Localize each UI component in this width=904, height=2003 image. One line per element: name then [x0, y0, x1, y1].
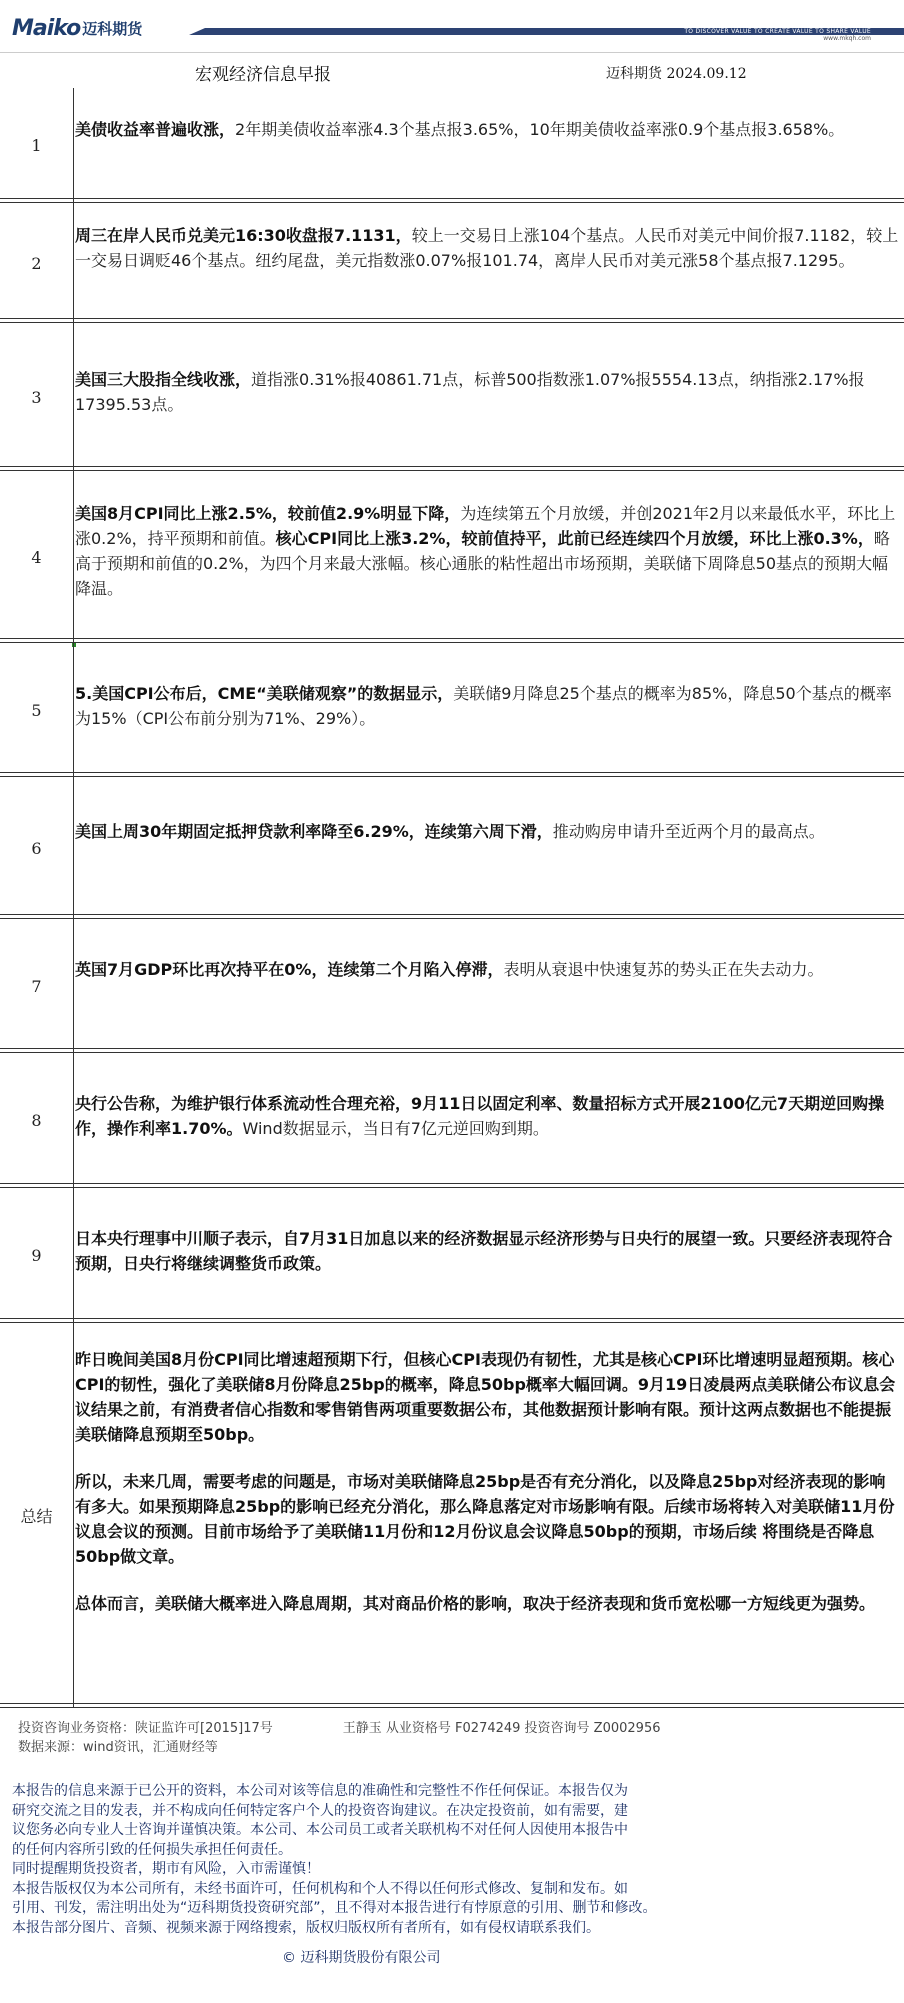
row-headline: 周三在岸人民币兑美元16:30收盘报7.1131， — [75, 226, 412, 245]
row-body: 表明从衰退中快速复苏的势头正在失去动力。 — [503, 960, 824, 979]
license-text: 投资咨询业务资格：陕证监许可[2015]17号 — [18, 1721, 273, 1736]
row-number: 5 — [0, 643, 74, 777]
website: www.mkqh.com — [823, 35, 871, 42]
row-number: 8 — [0, 1053, 74, 1188]
row-headline: 美债收益率普遍收涨， — [75, 120, 236, 139]
row-number: 9 — [0, 1188, 74, 1323]
logo-cn-text: 迈科期货 — [82, 19, 143, 38]
disclaimer-line: 的任何内容所引致的任何损失承担任何责任。 — [12, 1841, 292, 1858]
row-text — [75, 367, 900, 417]
row-headline: 5.美国CPI公布后，CME“美联储观察”的数据显示， — [75, 684, 454, 703]
news-row — [0, 88, 904, 203]
report-title: 宏观经济信息早报 — [195, 65, 331, 85]
row-headline-2: 核心CPI同比上涨3.2%，较前值持平，此前已经连续四个月放缓，环比上涨0.3%， — [275, 529, 874, 548]
news-row — [0, 1188, 904, 1323]
disclaimer-line: 本报告版权仅为本公司所有，未经书面许可，任何机构和个人不得以任何形式修改、复制和发布。如 — [12, 1880, 628, 1897]
row-body: 为连续第五个月放缓，并创2021年2月以来最低水平，环比上涨0.2%，持平预期和前值。 — [75, 504, 896, 548]
disclaimer-line: 研究交流之目的发表，并不构成向任何特定客户个人的投资咨询建议。在决定投资前，如有需要，建 — [12, 1802, 628, 1819]
row-text — [75, 819, 900, 844]
data-source: 数据来源：wind资讯，汇通财经等 — [18, 1740, 218, 1755]
news-row — [0, 777, 904, 919]
summary-paragraph: 总体而言，美联储大概率进入降息周期，其对商品价格的影响，取决于经济表现和货币宽松哪一方短线更为强势。 — [75, 1594, 876, 1613]
row-headline: 美国三大股指全线收涨， — [75, 370, 252, 389]
news-row — [0, 471, 904, 643]
summary-paragraph: 所以，未来几周，需要考虑的问题是，市场对美联储降息25bp是否有充分消化，以及降息25bp对经济表现的影响有多大。如果预期降息25bp的影响已经充分消化，那么降息落定对市场影响有限。后续市场将转入对美联储11月份议息会议的预测。目前市场给予了美联储11月份和12月份议息会议降息50bp的预期，市场后续 将围绕是否降息50bp做文章。 — [75, 1472, 895, 1566]
disclaimer — [12, 1782, 742, 1938]
row-text — [75, 681, 900, 731]
analyst-text: 王静玉 从业资格号 F0274249 投资咨询号 Z0002956 — [342, 1721, 661, 1736]
row-body: 道指涨0.31%报40861.71点，标普500指数涨1.07%报5554.13点，纳指涨2.17%报17395.53点。 — [75, 370, 865, 414]
report-header — [0, 0, 904, 50]
row-text — [75, 957, 900, 982]
news-row — [0, 1053, 904, 1188]
row-number: 1 — [0, 88, 74, 203]
row-divider — [0, 1703, 904, 1708]
row-text — [75, 1091, 900, 1141]
slogan: TO DISCOVER VALUE TO CREATE VALUE TO SHARE VALUE — [684, 28, 871, 35]
license-row — [18, 1717, 731, 1736]
summary-paragraph: 昨日晚间美国8月份CPI同比增速超预期下行，但核心CPI表现仍有韧性，尤其是核心CPI环比增速明显超预期。核心CPI的韧性，强化了美联储8月份降息25bp的概率，降息50bp概率大幅回调。9月19日凌晨两点美联储公布议息会议结果之前，有消费者信心指数和零售销售两项重要数据公布，其他数据预计影响有限。预计这两点数据也不能提振美联储降息预期至50bp。 — [75, 1350, 896, 1444]
disclaimer-line: 引用、刊发，需注明出处为“迈科期货投资研究部”，且不得对本报告进行有悖原意的引用、删节和修改。 — [12, 1900, 657, 1916]
summary-section — [0, 1323, 904, 1708]
summary-text — [75, 1347, 900, 1638]
summary-label: 总结 — [0, 1323, 74, 1708]
disclaimer-line: 本报告的信息来源于已公开的资料，本公司对该等信息的准确性和完整性不作任何保证。本报告仅为 — [12, 1783, 628, 1799]
row-text — [75, 1226, 900, 1276]
row-body-2: 略高于预期和前值的0.2%，为四个月来最大涨幅。核心通胀的粘性超出市场预期，美联储下周降息50基点的预期大幅降温。 — [75, 529, 890, 598]
news-row — [0, 323, 904, 471]
report-footer — [0, 1710, 904, 2003]
news-row — [0, 919, 904, 1053]
logo-en-text: Maiko — [12, 15, 81, 41]
row-body: 推动购房申请升至近两个月的最高点。 — [552, 822, 825, 841]
disclaimer-line: 本报告部分图片、音频、视频来源于网络搜索，版权归版权所有者所有，如有侵权请联系我们。 — [12, 1919, 600, 1936]
company-logo — [12, 15, 143, 41]
title-row — [0, 52, 904, 89]
disclaimer-line: 议您务必向专业人士咨询并谨慎决策。本公司、本公司员工或者关联机构不对任何人因使用本报告中 — [12, 1822, 628, 1838]
report-source-date: 迈科期货 2024.09.12 — [606, 66, 747, 82]
row-headline: 美国上周30年期固定抵押贷款利率降至6.29%，连续第六周下滑， — [75, 822, 553, 841]
row-text — [75, 223, 900, 273]
row-headline: 美国8月CPI同比上涨2.5%，较前值2.9%明显下降， — [75, 504, 461, 523]
row-number: 2 — [0, 203, 74, 323]
row-text — [75, 117, 900, 142]
row-text — [75, 501, 900, 601]
row-headline: 日本央行理事中川顺子表示，自7月31日加息以来的经济数据显示经济形势与日央行的展望一致。只要经济表现符合预期，日央行将继续调整货币政策。 — [75, 1229, 893, 1273]
row-headline: 央行公告称，为维护银行体系流动性合理充裕，9月11日以固定利率、数量招标方式开展2100亿元7天期逆回购操作，操作利率1.70%。 — [75, 1094, 885, 1138]
disclaimer-line: 同时提醒期货投资者，期市有风险，入市需谨慎！ — [12, 1861, 320, 1877]
row-number: 7 — [0, 919, 74, 1053]
row-number: 6 — [0, 777, 74, 919]
row-body: 美联储9月降息25个基点的概率为85%，降息50个基点的概率为15%（CPI公布前分别为71%、29%）。 — [75, 684, 892, 728]
news-row — [0, 203, 904, 323]
row-body: Wind数据显示，当日有7亿元逆回购到期。 — [242, 1119, 549, 1138]
row-headline: 英国7月GDP环比再次持平在0%，连续第二个月陷入停滞， — [75, 960, 504, 979]
row-number: 4 — [0, 471, 74, 643]
row-number: 3 — [0, 323, 74, 471]
news-row — [0, 643, 904, 777]
row-body: 较上一交易日上涨104个基点。人民币对美元中间价报7.1182，较上一交易日调贬46个基点。纽约尾盘，美元指数涨0.07%报101.74，离岸人民币对美元涨58个基点报7.1295。 — [75, 226, 899, 270]
row-body: 2年期美债收益率涨4.3个基点报3.65%，10年期美债收益率涨0.9个基点报3.658%。 — [235, 120, 845, 139]
copyright: © 迈科期货股份有限公司 — [282, 1950, 441, 1966]
